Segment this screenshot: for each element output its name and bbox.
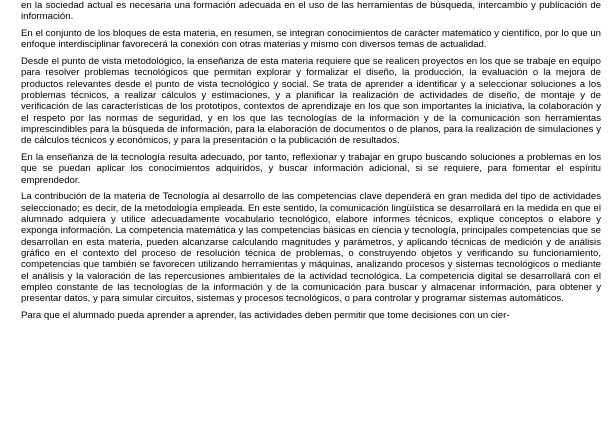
- paragraph-1: en la sociedad actual es necesaria una formación adecuada en el uso de las herramientas de búsqueda, intercambio y publicación de información.: [21, 0, 601, 23]
- paragraph-5: La contribución de la materia de Tecnología al desarrollo de las competencias clave dependerá en gran medida del tipo de actividades seleccionado; es decir, de la metodología empleada. En este sentido, la comunicación lingüística se desarrollará en la medida en que el alumnado adquiera y utilice adecuadamente vocabulario tecnológico, elabore informes técnicos, explique conceptos o elabore y exponga información. La competencia matemática y las competencias básicas en ciencia y tecnología, principales competencias que se desarrollan en esta materia, pueden alcanzarse calculando magnitudes y parámetros, y aplicando técnicas de medición y de análisis gráfico en el contexto del proceso de resolución técnica de problemas, o construyendo objetos y verificando su funcionamiento, competencias que también se favorecen utilizando herramientas y máquinas, analizando procesos y sistemas tecnológicos o mediante el análisis y la valoración de las repercusiones ambientales de la actividad tecnológica. La competencia digital se desarrollará con el empleo constante de las tecnologías de la información y de la comunicación para buscar y almacenar información, para obtener y presentar datos, y para simular circuitos, sistemas y procesos tecnológicos, o para controlar y programar sistemas automáticos.: [21, 191, 601, 305]
- paragraph-2: En el conjunto de los bloques de esta materia, en resumen, se integran conocimientos de carácter matemático y científico, por lo que un enfoque interdisciplinar favorecerá la conexión con otras materias y mismo con diversos temas de actualidad.: [21, 28, 601, 51]
- document-page: [21, 0, 601, 327]
- paragraph-6: Para que el alumnado pueda aprender a aprender, las actividades deben permitir que tome decisiones con un cier-: [21, 309, 510, 321]
- paragraph-4: En la enseñanza de la tecnología resulta adecuado, por tanto, reflexionar y trabajar en grupo buscando soluciones a problemas en los que se puedan aplicar los conocimientos adquiridos, y buscar información adicional, si se requiere, para fomentar el espíritu emprendedor.: [21, 152, 601, 186]
- paragraph-3: Desde el punto de vista metodológico, la enseñanza de esta materia requiere que se realicen proyectos en los que se trabaje en equipo para resolver problemas tecnológicos que permitan explorar y formalizar el diseño, la producción, la evaluación o la mejora de productos relevantes desde el punto de vista tecnológico y social. Se trata de aprender a identificar y a seleccionar soluciones a los problemas técnicos, a realizar cálculos y estimaciones, y a planificar la realización de actividades de diseño, de montaje y de verificación de las características de los prototipos, contextos de aprendizaje en los que son importantes la iniciativa, la colaboración y el respeto por las normas de seguridad, y en los que las tecnologías de la información y de la comunicación son herramientas imprescindibles para la búsqueda de información, para la elaboración de documentos o de planos, para la realización de simulaciones y de cálculos técnicos y económicos, y para la presentación o la publicación de resultados.: [21, 56, 601, 147]
